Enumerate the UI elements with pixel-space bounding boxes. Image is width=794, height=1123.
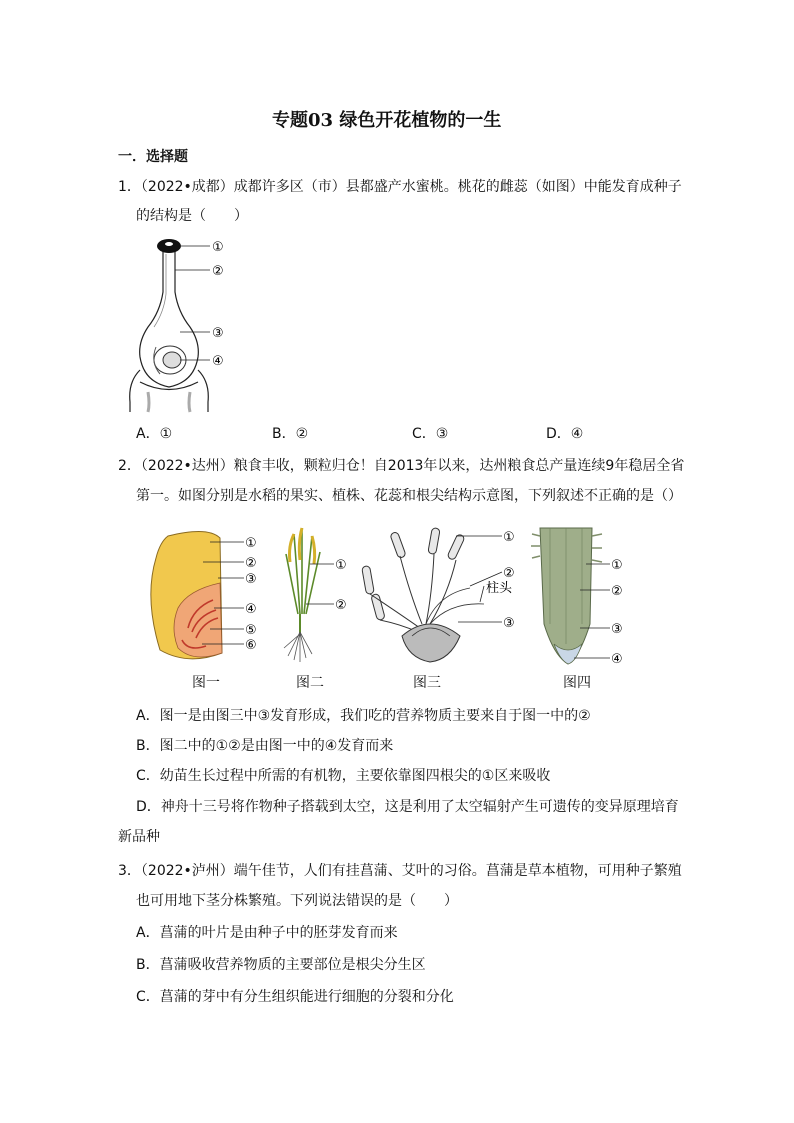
q3-option-a[interactable]: A．菖蒲的叶片是由种子中的胚芽发育而来 — [136, 925, 398, 941]
page-title: 专题03 绿色开花植物的一生 — [272, 110, 502, 131]
q2-option-b[interactable]: B．图二中的①②是由图一中的④发育而来 — [136, 738, 394, 754]
fig4-caption: 图四 — [563, 675, 591, 691]
rice-grain-figure — [148, 528, 268, 663]
q1-option-d[interactable]: D．④ — [546, 426, 584, 442]
root-tip-figure — [530, 524, 640, 669]
q3-option-c[interactable]: C．菖蒲的芽中有分生组织能进行细胞的分裂和分化 — [136, 989, 454, 1005]
q2-option-c[interactable]: C．幼苗生长过程中所需的有机物，主要依靠图四根尖的①区来吸收 — [136, 768, 551, 784]
q1-option-b[interactable]: B．② — [272, 426, 309, 442]
fig1-label-2: ② — [245, 556, 257, 571]
pistil-label-1: ① — [212, 240, 224, 255]
fig4-label-3: ③ — [611, 622, 623, 637]
fig1-label-3: ③ — [245, 572, 257, 587]
fig2-label-1: ① — [335, 558, 347, 573]
q1-option-c[interactable]: C．③ — [412, 426, 449, 442]
fig3-caption: 图三 — [413, 675, 441, 691]
q1-option-a[interactable]: A．① — [136, 426, 173, 442]
fig4-label-2: ② — [611, 584, 623, 599]
fig4-label-1: ① — [611, 558, 623, 573]
pistil-label-3: ③ — [212, 326, 224, 341]
pistil-label-2: ② — [212, 264, 224, 279]
q1-stem-line1: 1．（2022•成都）成都许多区（市）县都盛产水蜜桃。桃花的雌蕊（如图）中能发育成种子 — [118, 179, 682, 195]
fig1-label-5: ⑤ — [245, 623, 257, 638]
fig3-label-1: ① — [503, 530, 515, 545]
fig2-caption: 图二 — [296, 675, 324, 691]
fig1-label-1: ① — [245, 536, 257, 551]
rice-flower-figure — [360, 524, 530, 664]
fig2-label-2: ② — [335, 598, 347, 613]
pistil-label-4: ④ — [212, 354, 224, 369]
fig3-label-stigma: 柱头 — [486, 581, 513, 596]
fig1-label-4: ④ — [245, 602, 257, 617]
pistil-diagram — [130, 232, 250, 412]
q3-stem-line1: 3．（2022•泸州）端午佳节，人们有挂菖蒲、艾叶的习俗。菖蒲是草本植物，可用种子繁殖 — [118, 863, 682, 879]
q2-stem-line2: 第一。如图分别是水稻的果实、植株、花蕊和根尖结构示意图，下列叙述不正确的是（） — [136, 488, 682, 504]
q3-stem-line2: 也可用地下茎分株繁殖。下列说法错误的是（ ） — [136, 893, 458, 909]
fig4-label-4: ④ — [611, 652, 623, 667]
q2-option-d[interactable]: D．神舟十三号将作物种子搭载到太空，这是利用了太空辐射产生可遗传的变异原理培育 — [136, 799, 679, 815]
fig3-label-3: ③ — [503, 616, 515, 631]
q3-option-b[interactable]: B．菖蒲吸收营养物质的主要部位是根尖分生区 — [136, 957, 426, 973]
q2-option-a[interactable]: A．图一是由图三中③发育形成，我们吃的营养物质主要来自于图一中的② — [136, 708, 591, 724]
q1-stem-line2: 的结构是（ ） — [136, 208, 248, 224]
q2-stem-line1: 2．（2022•达州）粮食丰收，颗粒归仓！自2013年以来，达州粮食总产量连续9年稳居全省 — [118, 458, 685, 474]
fig1-caption: 图一 — [192, 675, 220, 691]
q2-option-d-cont: 新品种 — [118, 829, 160, 845]
rice-plant-figure — [280, 524, 360, 664]
fig1-label-6: ⑥ — [245, 638, 257, 653]
fig3-label-2: ② — [503, 566, 515, 581]
section-heading: 一．选择题 — [118, 149, 188, 165]
